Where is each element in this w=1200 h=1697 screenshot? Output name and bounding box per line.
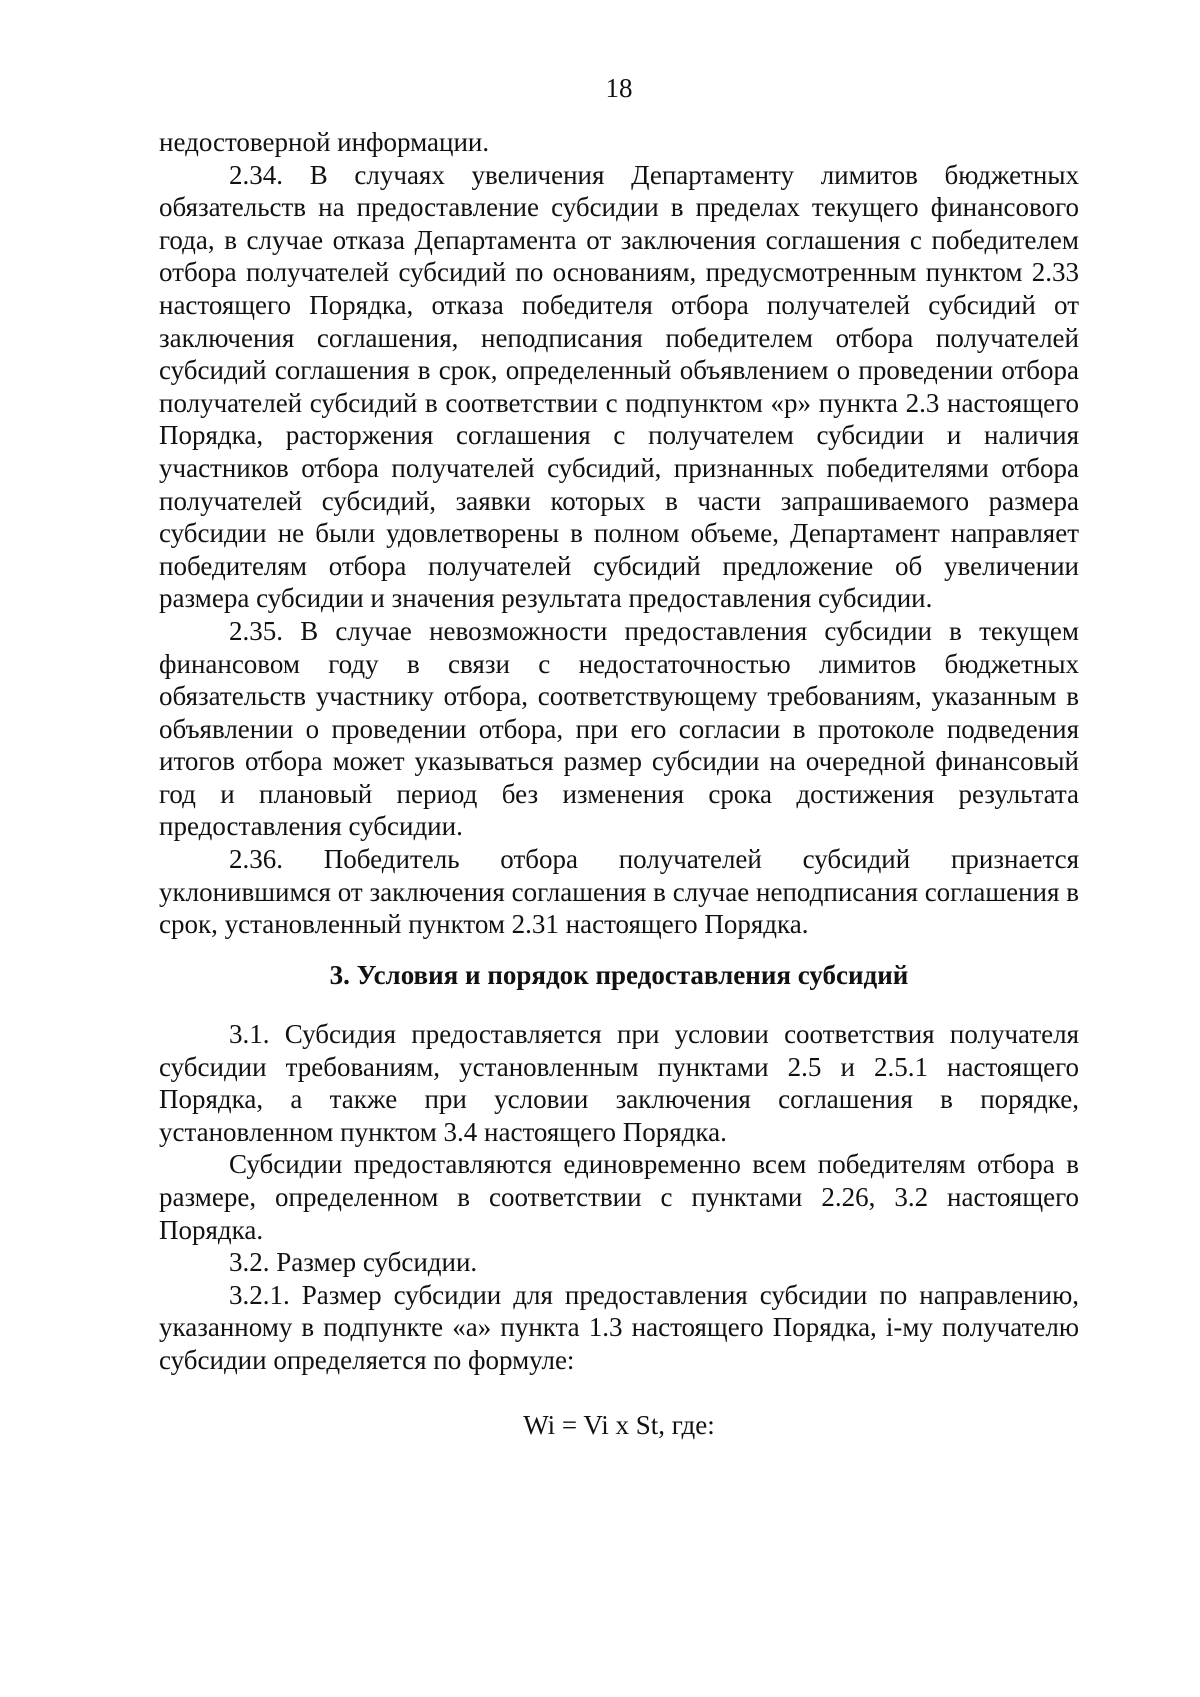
paragraph-2-36: 2.36. Победитель отбора получателей субсидий признается уклонившимся от заключения соглашения в случае неподписания соглашения в срок, установленный пунктом 2.31 настоящего Порядка.: [159, 844, 1079, 940]
paragraph-2-35: 2.35. В случае невозможности предоставления субсидии в текущем финансовом году в связи с недостаточностью лимитов бюджетных обязательств участнику отбора, соответствующему требованиям, указанным в объявлении о проведении отбора, при его согласии в протоколе подведения итогов отбора может указываться размер субсидии на очередной финансовый год и плановый период без изменения срока достижения результата предоставления субсидии.: [159, 615, 1079, 842]
paragraph-3-1: 3.1. Субсидия предоставляется при условии соответствия получателя субсидии требованиям, установленным пунктами 2.5 и 2.5.1 настоящего Порядка, а также при условии заключения соглашения в порядке, установленном пунктом 3.4 настоящего Порядка.: [159, 1019, 1079, 1147]
page-number: 18: [605, 73, 633, 103]
paragraph-3-2: 3.2. Размер субсидии.: [229, 1247, 478, 1278]
paragraph-subsidies: Субсидии предоставляются единовременно всем победителям отбора в размере, определенном в соответствии с пунктами 2.26, 3.2 настоящего Порядка.: [159, 1149, 1079, 1245]
section-heading: 3. Условия и порядок предоставления субсидий: [329, 960, 909, 990]
paragraph-continuation: недостоверной информации.: [159, 127, 490, 157]
section-heading-wrap: [159, 959, 1079, 992]
body-text-after-heading: [159, 1018, 1079, 1377]
paragraph-2-34: 2.34. В случаях увеличения Департаменту лимитов бюджетных обязательств на предоставление субсидии в пределах текущего финансового года, в случае отказа Департамента от заключения соглашения с победителем отбора получателей субсидий по основаниям, предусмотренным пунктом 2.33 настоящего Порядка, отказа победителя отбора получателей субсидий от заключения соглашения, неподписания победителем отбора получателей субсидий соглашения в срок, определенный объявлением о проведении отбора получателей субсидий в соответствии с подпунктом «р» пункта 2.3 настоящего Порядка, расторжения соглашения с получателем субсидии и наличия участников отбора получателей субсидий, признанных победителями отбора получателей субсидий, заявки которых в части запрашиваемого размера субсидии не были удовлетворены в полном объеме, Департамент направляет победителям отбора получателей субсидий предложение об увеличении размера субсидии и значения результата предоставления субсидии.: [159, 159, 1079, 614]
body-text-before-heading: [159, 126, 1079, 941]
formula: Wi = Vi x St, где:: [523, 1410, 715, 1440]
paragraph-3-2-1: 3.2.1. Размер субсидии для предоставления субсидии по направлению, указанному в подпункте «а» пункта 1.3 настоящего Порядка, i-му получателю субсидии определяется по формуле:: [159, 1279, 1079, 1375]
